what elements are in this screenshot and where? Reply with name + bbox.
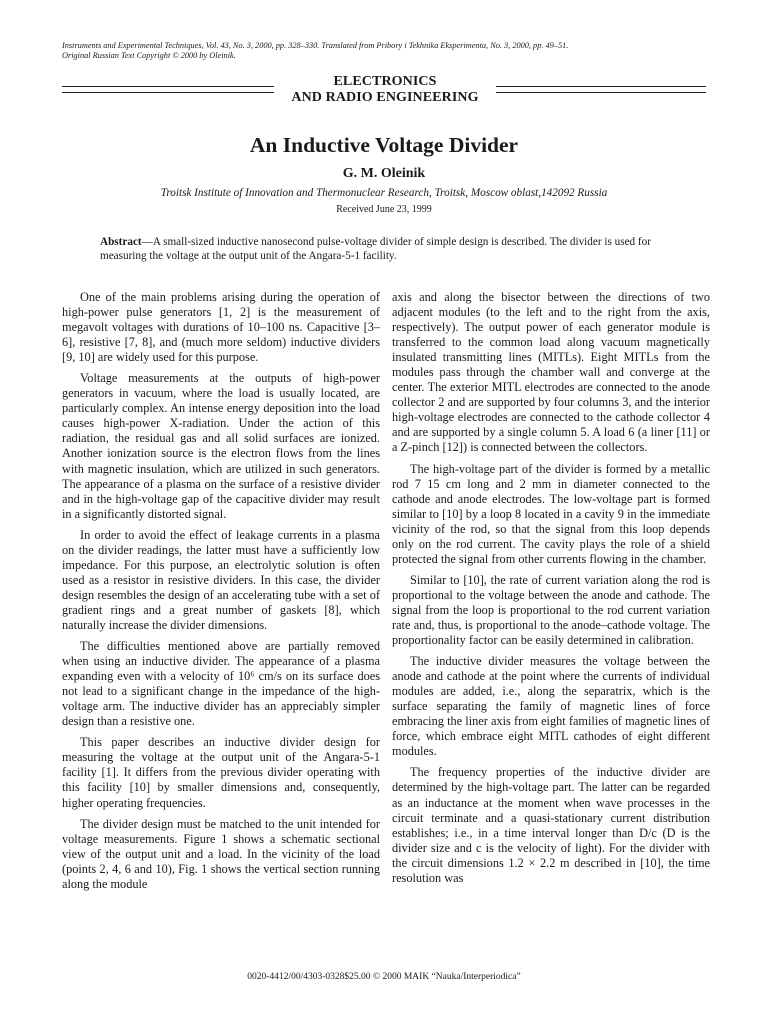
section-heading: [270, 74, 500, 106]
paragraph: This paper describes an inductive divider design for measuring the voltage at the output unit of the Angara-5-1 facility [1]. It differs from the previous divider operating with this facility [10] by smaller dimensions and, consequently, higher operating frequencies.: [62, 735, 380, 810]
paragraph: Similar to [10], the rate of current variation along the rod is proportional to the voltage between the anode and cathode. The signal from the loop is proportional to the rod current variation rate and, thus, is proportional to the anode–cathode voltage. The proportionality factor can be easily determined in calibration.: [392, 572, 710, 648]
section-rule-left: [62, 86, 274, 93]
article-title: An Inductive Voltage Divider: [249, 133, 519, 157]
body-column-right: [392, 290, 710, 892]
paragraph: One of the main problems arising during the operation of high-power pulse generators [1, 2] is the measurement of megavolt voltages with durations of 10–100 ns. Capacitive [3–6], resistive [7, 8], and (much more seldom) inductive dividers [9, 10] are widely used for this purpose.: [62, 290, 380, 365]
paragraph: In order to avoid the effect of leakage currents in a plasma on the divider readings, the latter must have a sufficiently low impedance. For this purpose, an electrolytic solution is often used as a resistor in resistive dividers. In this case, the divider design resembles the design of an accelerating tube with a set of gradient rings and a great number of gaskets [8], which naturally increase the divider dimensions.: [62, 527, 380, 632]
section-heading-line-2: AND RADIO ENGINEERING: [291, 90, 479, 105]
abstract: [100, 236, 674, 263]
section-heading-line-1: ELECTRONICS: [333, 74, 437, 89]
paragraph: The difficulties mentioned above are partially removed when using an inductive divider. The appearance of a plasma expanding even with a velocity of 10⁶ cm/s on its surface does not lead to a significant change in the impedance of the high-voltage arm. The inductive divider has an appreciably simpler design than a resistive one.: [62, 639, 380, 729]
paragraph: The high-voltage part of the divider is formed by a metallic rod 7 15 cm long and 2 mm in diameter connected to the cathode and anode electrodes. The low-voltage part is formed similar to [10] by a loop 8 located in a cavity 9 in the immediate vicinity of the rod, so that the signal from this loop depends only on the rod current. The cavity plays the role of a shield protected the signal from other currents flowing in the chamber.: [392, 461, 710, 566]
abstract-label: Abstract: [100, 236, 142, 248]
paragraph: The inductive divider measures the voltage between the anode and cathode at the point where the currents of individual modules are added, i.e., along the separatrix, which is the surface separating the family of magnetic lines of force embracing the liner axis from eight families of magnetic lines of force, which embrace eight MITL cathodes of eight different modules.: [392, 654, 710, 759]
article-author: G. M. Oleinik: [342, 166, 426, 181]
section-rule-right: [496, 86, 706, 93]
received-date: Received June 23, 1999: [336, 204, 432, 215]
citation-line-1: Instruments and Experimental Techniques, Vol. 43, No. 3, 2000, pp. 328–330. Translated from Pribory i Tekhnika Eksperimenta, No. 3, 2000, pp. 49–51.: [62, 41, 569, 50]
citation-line-2: Original Russian Text Copyright © 2000 by Oleinik.: [62, 51, 236, 60]
copyright-footer: 0020-4412/00/4303-0328$25.00 © 2000 MAIK “Nauka/Interperiodica”: [247, 972, 521, 982]
paragraph-continued: axis and along the bisector between the directions of two adjacent modules (to the left and to the right from the axis, respectively). The output power of each generator module is transferred to the common load along vacuum magnetically insulated transmitting lines (MITLs). Eight MITLs from the modules pass through the chamber wall and converge at the center. The exterior MITL electrodes are connected to the anode collector 2 and are supported by four columns 3, and the interior high-voltage electrodes are connected to the cathode collector 4 and are supported by a single column 5. A load 6 (a liner [11] or a Z-pinch [12]) is connected between the collectors.: [392, 290, 710, 455]
paragraph: The frequency properties of the inductive divider are determined by the high-voltage part. The latter can be regarded as an inductance at the moment when wave processes in the circuit terminate and a quasi-stationary current distribution establishes; i.e., in a time interval longer than D/c (D is the divider size and c is the velocity of light). For the divider with the circuit dimensions 1.2 × 2.2 m described in [10], the time resolution was: [392, 765, 710, 885]
citation-header: [62, 41, 722, 61]
paragraph: The divider design must be matched to the unit intended for voltage measurements. Figure 1 shows a schematic sectional view of the output unit and a load. In the vicinity of the load (points 2, 4, 6 and 10), Fig. 1 shows the vertical section running along the module: [62, 816, 380, 891]
paragraph: Voltage measurements at the outputs of high-power generators in vacuum, where the load is usually located, are particularly complex. An intense energy deposition into the load causes high-power X-radiation. Under the action of this radiation, the residual gas and all solid surfaces are ionized. Another ionization source is the electron flows from the lines with magnetic insulation, which are utilized in such generators. The appearance of a plasma on the surface of a resistive divider and in the high-voltage gap of the capacitive divider may result in a significantly distorted signal.: [62, 371, 380, 521]
author-affiliation: Troitsk Institute of Innovation and Thermonuclear Research, Troitsk, Moscow oblast,142092 Russia: [160, 187, 608, 199]
abstract-text: —A small-sized inductive nanosecond pulse-voltage divider of simple design is described. The divider is used for measuring the voltage at the output unit of the Angara-5-1 facility.: [100, 236, 651, 262]
body-column-left: [62, 290, 380, 898]
